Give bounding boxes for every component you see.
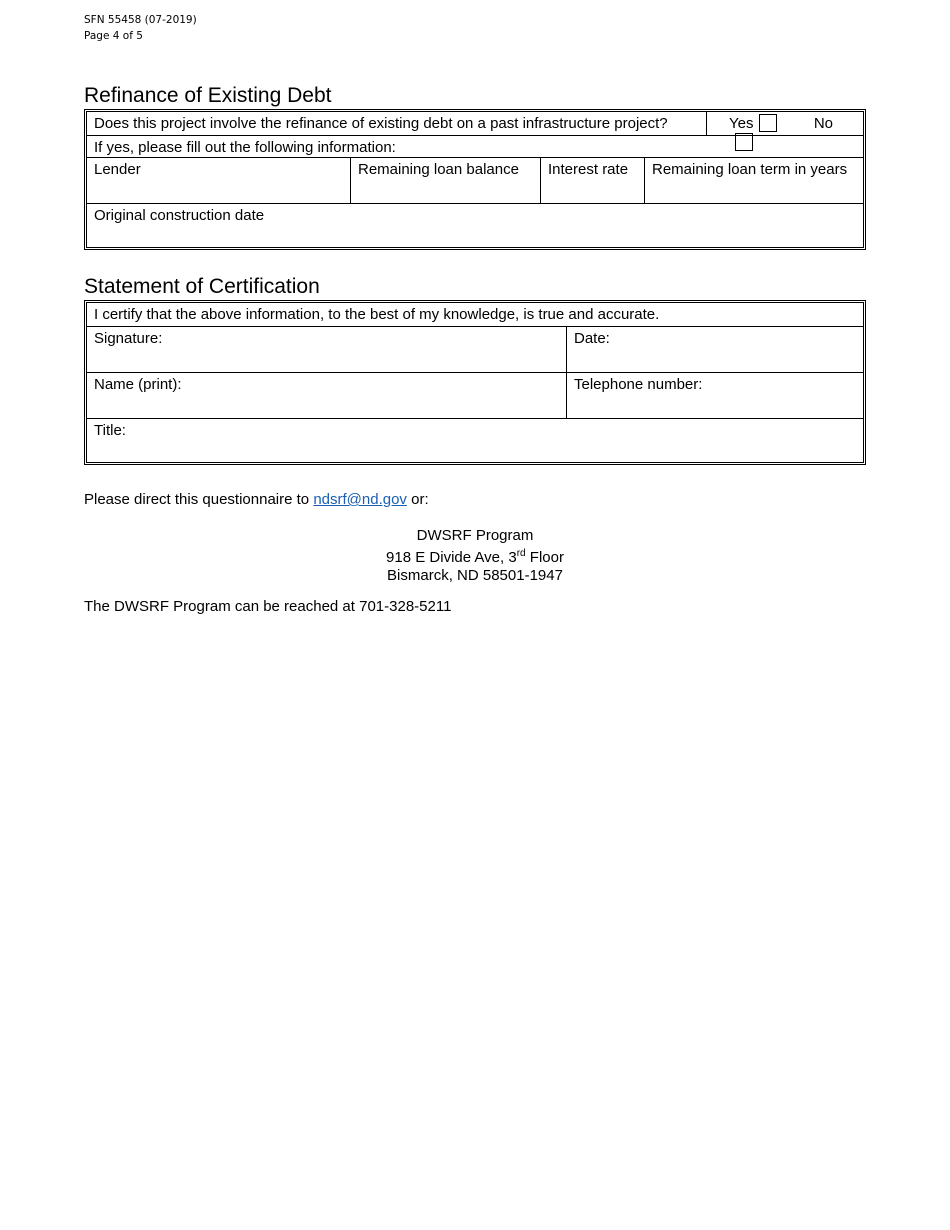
ordinal-suffix: rd (516, 548, 526, 559)
refinance-question-row (87, 112, 863, 136)
date-label: Date: (574, 330, 610, 347)
date-field[interactable] (567, 327, 863, 372)
yes-no-options (707, 112, 863, 135)
title-field[interactable] (87, 419, 863, 462)
no-label: No (813, 115, 834, 132)
title-label: Title: (94, 422, 126, 439)
title-row (87, 419, 863, 462)
construction-date-row (87, 204, 863, 247)
interest-rate-label: Interest rate (548, 161, 629, 178)
signature-row (87, 327, 863, 373)
signature-field[interactable] (87, 327, 567, 372)
lender-field[interactable] (87, 158, 351, 203)
direct-prefix: Please direct this questionnaire to (84, 491, 314, 508)
address-line-1 (0, 545, 950, 567)
address-line-2: Bismarck, ND 58501-1947 (387, 567, 563, 584)
refinance-section-title: Refinance of Existing Debt (84, 84, 332, 107)
name-field[interactable] (87, 373, 567, 418)
floor-text: Floor (525, 549, 564, 566)
certification-statement-row (87, 303, 863, 327)
construction-date-label: Original construction date (94, 207, 265, 224)
signature-label: Signature: (94, 330, 163, 347)
loan-term-label: Remaining loan term in years (652, 161, 848, 178)
form-header (84, 12, 197, 44)
telephone-label: Telephone number: (574, 376, 703, 393)
refinance-table (84, 109, 866, 250)
direct-suffix: or: (406, 491, 429, 508)
program-name: DWSRF Program (416, 527, 534, 544)
refinance-question: Does this project involve the refinance of existing debt on a past infrastructure project? (87, 112, 707, 135)
mailing-address (0, 527, 950, 585)
loan-term-field[interactable] (645, 158, 863, 203)
loan-details-row (87, 158, 863, 204)
refinance-instruction-row (87, 136, 863, 158)
interest-rate-field[interactable] (541, 158, 645, 203)
program-phone-text: The DWSRF Program can be reached at 701-328-5211 (84, 598, 452, 615)
construction-date-field[interactable] (87, 204, 863, 247)
yes-label: Yes (729, 115, 754, 132)
street-address: 918 E Divide Ave, 3 (386, 549, 517, 566)
lender-label: Lender (94, 161, 141, 178)
certification-statement: I certify that the above information, to the best of my knowledge, is true and accurate. (94, 306, 660, 323)
yes-checkbox[interactable] (759, 114, 777, 132)
certification-table (84, 300, 866, 465)
email-link[interactable]: ndsrf@nd.gov (313, 491, 407, 508)
form-number: SFN 55458 (07-2019) (84, 14, 197, 26)
certification-section-title: Statement of Certification (84, 275, 320, 298)
direct-questionnaire-text (84, 491, 429, 508)
telephone-field[interactable] (567, 373, 863, 418)
page-number: Page 4 of 5 (84, 30, 143, 42)
loan-balance-label: Remaining loan balance (358, 161, 519, 178)
name-row (87, 373, 863, 419)
loan-balance-field[interactable] (351, 158, 541, 203)
refinance-instruction: If yes, please fill out the following information: (94, 139, 396, 156)
name-label: Name (print): (94, 376, 182, 393)
